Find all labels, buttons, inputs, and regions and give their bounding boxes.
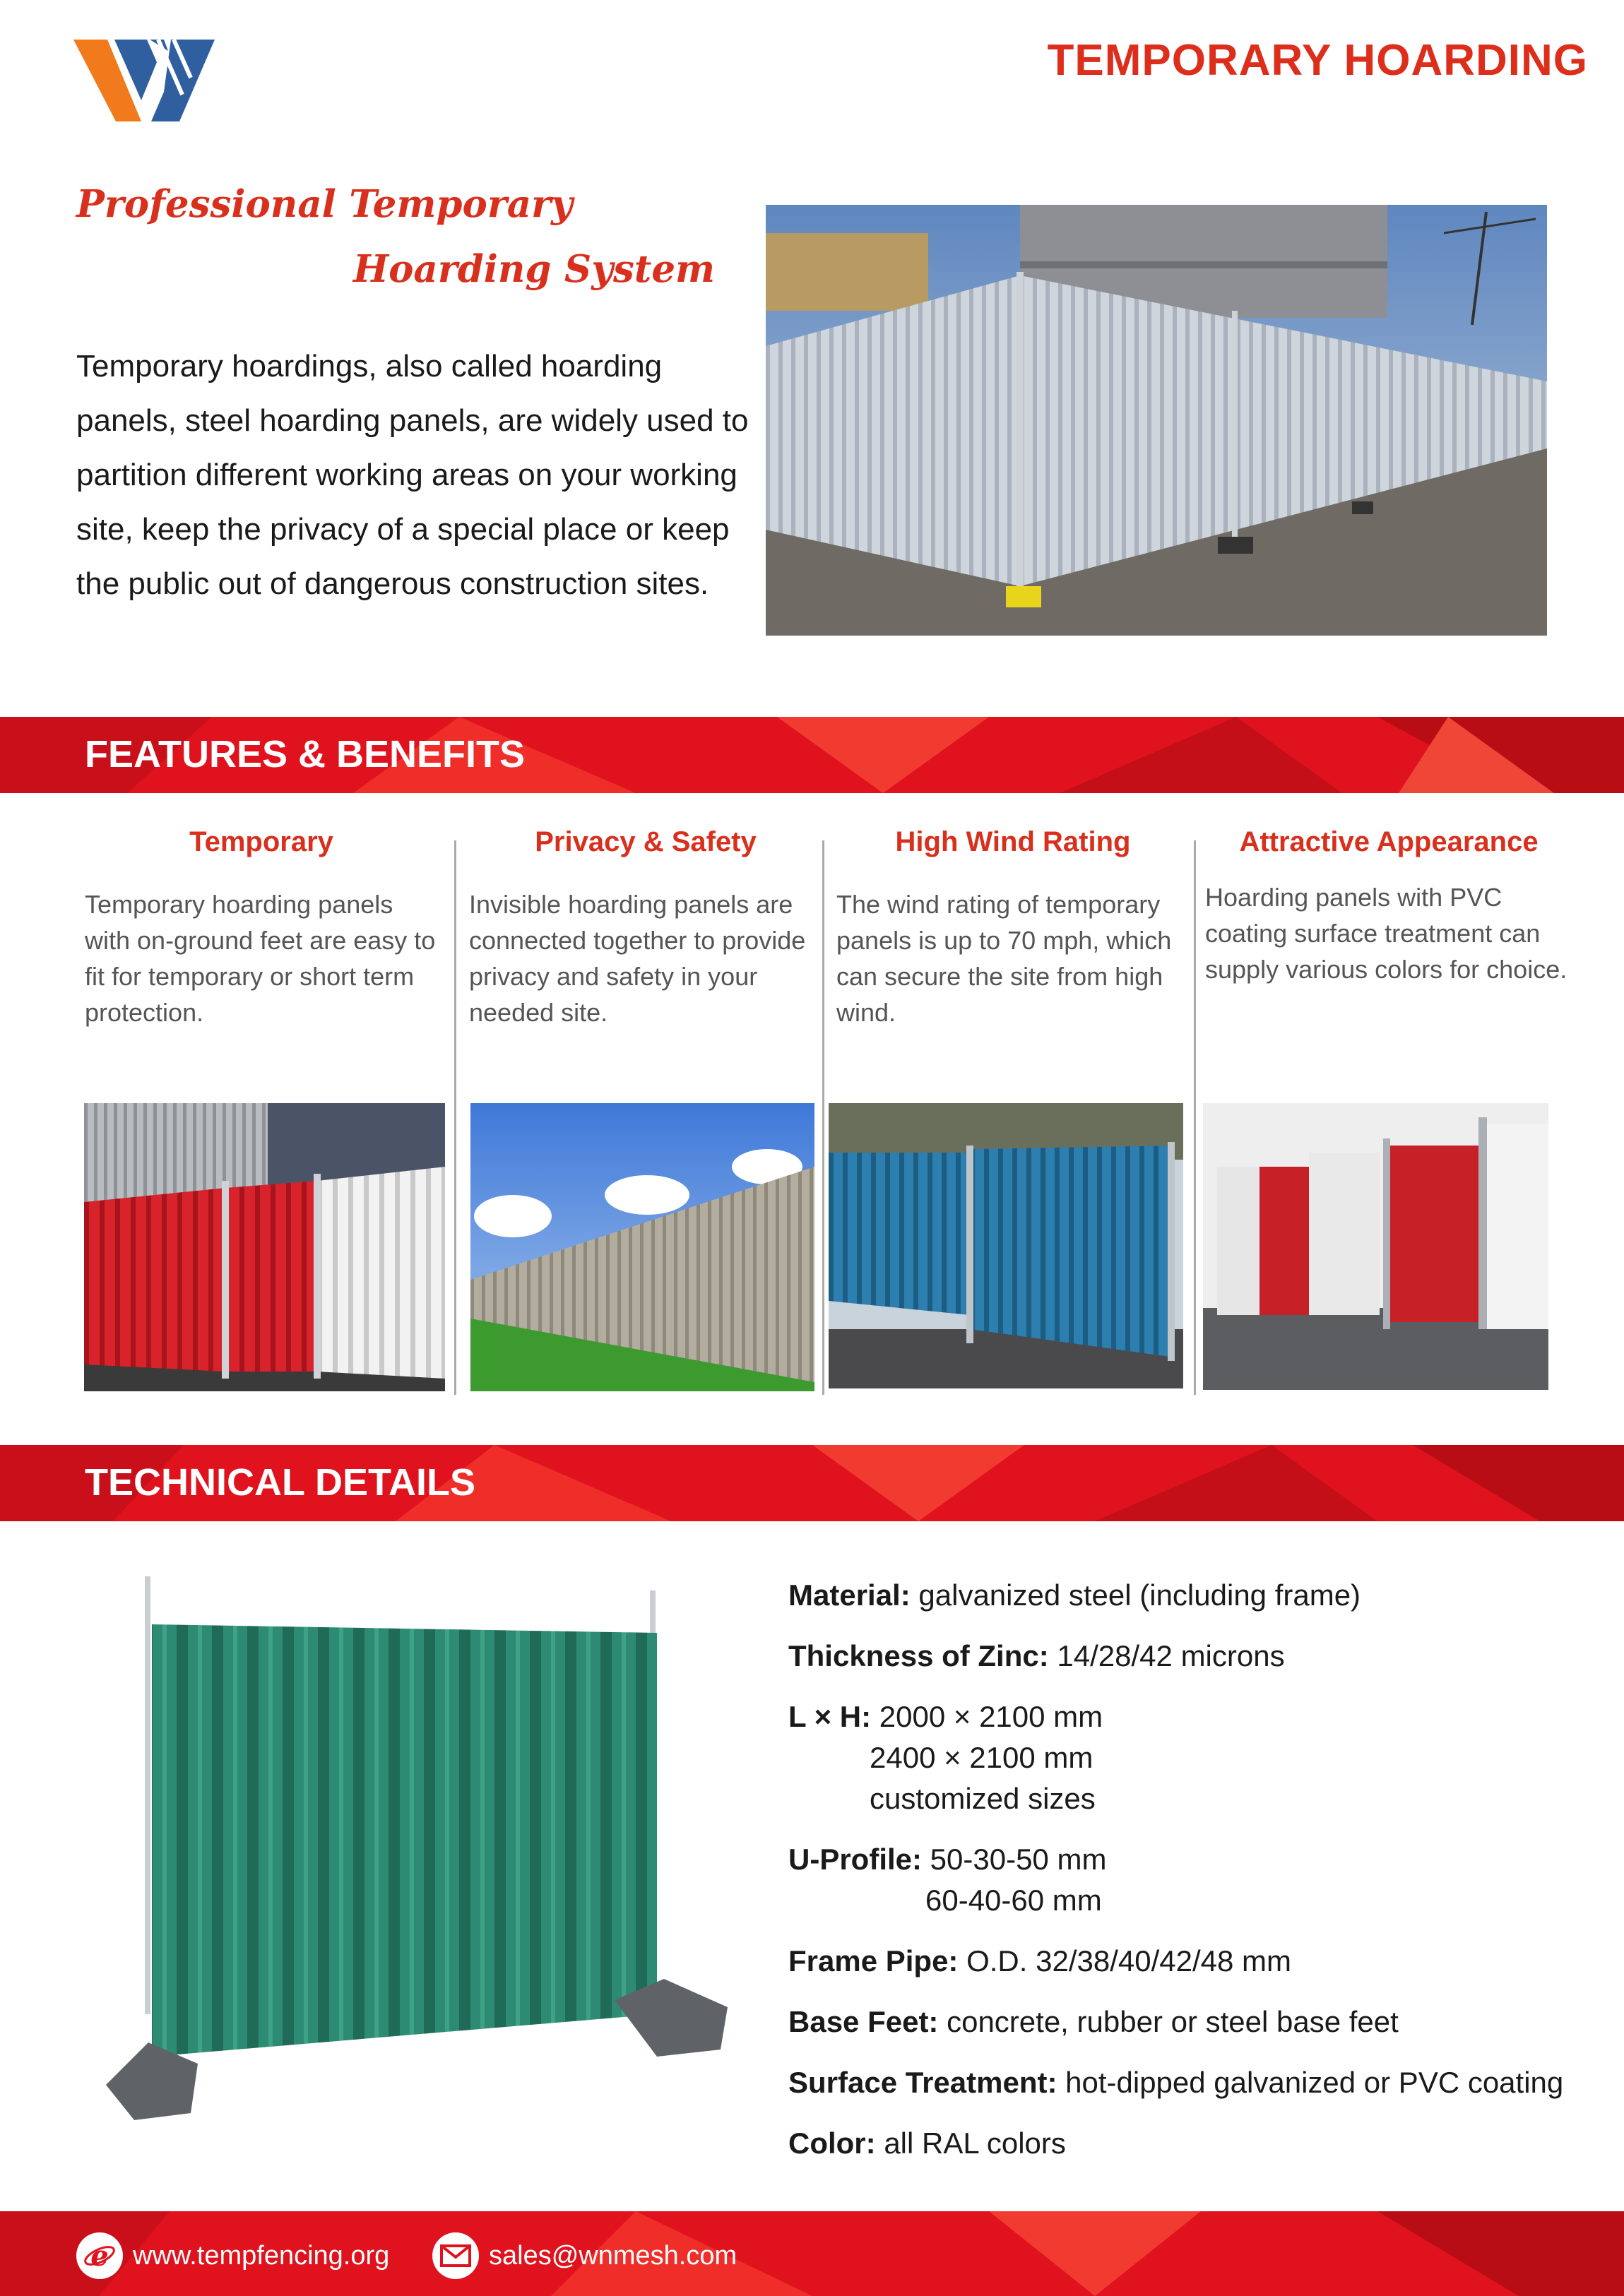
footer-email[interactable] bbox=[432, 2231, 737, 2280]
spec-label: Frame Pipe: bbox=[788, 1944, 959, 1977]
features-section-title: FEATURES & BENEFITS bbox=[85, 733, 526, 775]
spec-frame-pipe bbox=[788, 1941, 1601, 1982]
spec-label: Material: bbox=[788, 1578, 911, 1612]
spec-label: U-Profile: bbox=[788, 1843, 922, 1876]
spec-surface-treatment bbox=[788, 2062, 1601, 2103]
spec-value: concrete, rubber or steel base feet bbox=[947, 2005, 1399, 2038]
spec-label: Base Feet: bbox=[788, 2005, 939, 2038]
intro-heading-line2: Hoarding System bbox=[353, 247, 716, 291]
feature-title: Attractive Appearance bbox=[1239, 826, 1539, 857]
spec-color bbox=[788, 2123, 1601, 2164]
feature-privacy-safety bbox=[469, 826, 822, 1030]
feature-desc: Invisible hoarding panels are connected together to provide privacy and safety in your needed site. bbox=[469, 890, 806, 1027]
footer-website[interactable] bbox=[76, 2231, 389, 2280]
feature-desc: The wind rating of temporary panels is up to 70 mph, which can secure the site from high wind. bbox=[836, 890, 1172, 1027]
hero-hoarding-photo bbox=[766, 205, 1547, 636]
feature-divider bbox=[1194, 840, 1196, 1395]
feature-desc: Temporary hoarding panels with on-ground feet are easy to fit for temporary or short term protection. bbox=[85, 890, 436, 1027]
spec-value: 14/28/42 microns bbox=[1057, 1639, 1285, 1672]
spec-base-feet bbox=[788, 2001, 1601, 2042]
ie-globe-icon bbox=[76, 2232, 123, 2279]
feature-title: High Wind Rating bbox=[895, 826, 1131, 857]
spec-value: 2400 × 2100 mm bbox=[870, 1741, 1093, 1774]
footer-band bbox=[0, 2211, 1624, 2296]
feature-title: Temporary bbox=[189, 826, 333, 857]
spec-label: Color: bbox=[788, 2127, 876, 2160]
feature-title: Privacy & Safety bbox=[535, 826, 757, 857]
spec-length-height bbox=[788, 1696, 1601, 1819]
spec-label: Surface Treatment: bbox=[788, 2066, 1057, 2099]
spec-material bbox=[788, 1575, 1601, 1616]
document-title: TEMPORARY HOARDING bbox=[1047, 36, 1588, 85]
blue-hoarding-photo bbox=[829, 1103, 1183, 1388]
red-white-pvc-hoarding-photo bbox=[1203, 1103, 1548, 1390]
spec-value: customized sizes bbox=[870, 1782, 1096, 1815]
feature-attractive-appearance bbox=[1205, 826, 1572, 987]
red-white-hoarding-photo bbox=[84, 1103, 445, 1391]
spec-label: L × H: bbox=[788, 1700, 872, 1733]
feature-divider bbox=[454, 840, 456, 1395]
green-hoarding-panel-illustration bbox=[106, 1576, 742, 2141]
technical-specs bbox=[788, 1575, 1601, 2184]
feature-divider bbox=[822, 840, 824, 1395]
intro-heading-line1: Professional Temporary bbox=[76, 182, 573, 226]
intro-body: Temporary hoardings, also called hoarding panels, steel hoarding panels, are widely used to partition different working areas on your working site, keep the privacy of a special place or keep the public out of dangerous construction sites. bbox=[76, 349, 749, 601]
spec-value: galvanized steel (including frame) bbox=[918, 1578, 1361, 1612]
email-link[interactable]: sales@wnmesh.com bbox=[489, 2240, 737, 2271]
svg-text:e: e bbox=[90, 2240, 109, 2273]
spec-value: 50-30-50 mm bbox=[930, 1843, 1107, 1876]
feature-desc: Hoarding panels with PVC coating surface treatment can supply various colors for choice. bbox=[1205, 883, 1567, 984]
spec-label: Thickness of Zinc: bbox=[788, 1639, 1049, 1672]
gray-hoarding-photo bbox=[470, 1103, 814, 1391]
feature-high-wind-rating bbox=[836, 826, 1190, 1030]
features-section-band bbox=[0, 717, 1624, 793]
wn-logo-icon bbox=[73, 35, 215, 127]
envelope-icon bbox=[432, 2232, 479, 2279]
spec-zinc-thickness bbox=[788, 1636, 1601, 1677]
spec-value: O.D. 32/38/40/42/48 mm bbox=[966, 1944, 1292, 1977]
technical-section-band bbox=[0, 1445, 1624, 1521]
spec-value: all RAL colors bbox=[884, 2127, 1066, 2160]
spec-u-profile bbox=[788, 1839, 1601, 1921]
spec-value: 2000 × 2100 mm bbox=[879, 1700, 1103, 1733]
feature-temporary bbox=[85, 826, 438, 1030]
website-link[interactable]: www.tempfencing.org bbox=[133, 2240, 390, 2271]
technical-section-title: TECHNICAL DETAILS bbox=[85, 1461, 475, 1504]
spec-value: hot-dipped galvanized or PVC coating bbox=[1065, 2066, 1564, 2099]
spec-value: 60-40-60 mm bbox=[925, 1884, 1102, 1917]
